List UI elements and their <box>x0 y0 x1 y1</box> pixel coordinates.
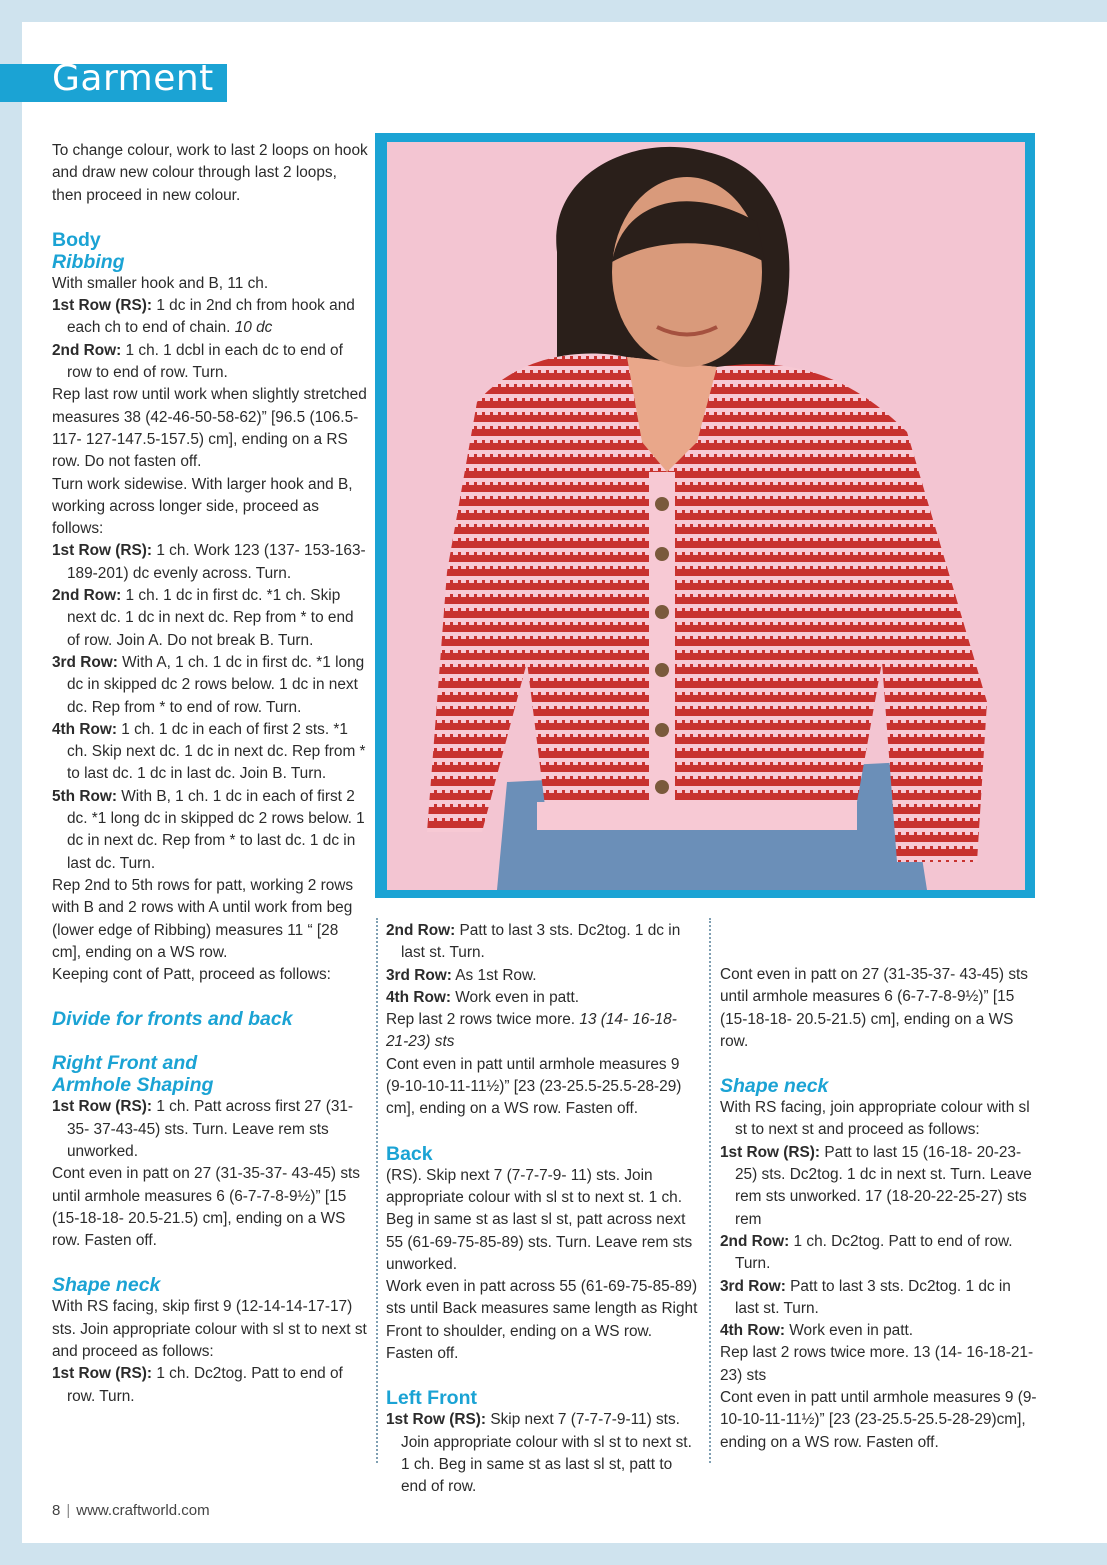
right-neck-repeat: Rep last 2 rows twice more. 13 (14- 16-18-21-23) sts <box>386 1011 677 1051</box>
left-neck-repeat: Rep last 2 rows twice more. 13 (14- 16-18-21-23) sts <box>720 1344 1034 1384</box>
right-front-cont: Cont even in patt on 27 (31-35-37- 43-45) sts until armhole measures 6 (6-7-7-8-9½)” [15 (15-18-18- 20.5-21.5) cm], ending on a WS row. Fasten off. <box>52 1165 360 1250</box>
button-6 <box>655 780 669 794</box>
ribbing-repeat: Rep last row until work when slightly stretched measures 38 (42-46-50-58-62)” [96.5 (106.5-117- 127-147.5-157.5) cm], ending on a RS row. Do not fasten off. <box>52 386 367 471</box>
left-neck-cont: Cont even in patt until armhole measures 9 (9-10-10-11-11½)” [23 (23-25.5-25.5-28-29)cm], ending on a WS row. Fasten off. <box>720 1389 1037 1451</box>
right-neck-row-3: 3rd Row: As 1st Row. <box>386 966 537 984</box>
left-neck-row-4: 4th Row: Work even in patt. <box>720 1322 914 1340</box>
website-link[interactable]: www.craftworld.com <box>76 1502 210 1519</box>
column-divider-1 <box>376 918 378 1463</box>
pattern-repeat: Rep 2nd to 5th rows for patt, working 2 rows with B and 2 rows with A until work from beg (lower edge of Ribbing) measures 11 “ [28 cm], ending on a WS row. <box>52 876 354 961</box>
left-front-cont: Cont even in patt on 27 (31-35-37- 43-45) sts until armhole measures 6 (6-7-7-8-9½)” [15 (15-18-18- 20.5-21.5) cm], ending on a WS row. <box>720 966 1028 1050</box>
body-row-3: 3rd Row: With A, 1 ch. 1 dc in first dc. *1 long dc in skipped dc 2 rows below. 1 dc in next dc. Rep from * to end of row. Turn. <box>52 653 365 716</box>
right-front-row-1: 1st Row (RS): 1 ch. Patt across first 27 (31-35- 37-43-45) sts. Turn. Leave rem sts unworked. <box>52 1098 354 1160</box>
right-neck-heading: Shape neck <box>52 1274 161 1297</box>
left-neck-row-3: 3rd Row: Patt to last 3 sts. Dc2tog. 1 dc in last st. Turn. <box>720 1277 1011 1317</box>
body-heading: Body <box>52 228 101 251</box>
page-number: 8 <box>52 1502 61 1519</box>
left-neck-row-1: 1st Row (RS): Patt to last 15 (16-18- 20-23-25) sts. Dc2tog. 1 dc in next st. Turn. Leave rem sts unworked. 17 (18-20-22-25-27) sts rem <box>720 1143 1032 1228</box>
left-neck-row-2: 2nd Row: 1 ch. Dc2tog. Patt to end of row. Turn. <box>720 1232 1013 1273</box>
column-divider-2 <box>709 918 711 1463</box>
right-front-heading-1: Right Front and <box>52 1052 198 1075</box>
right-front-heading-2: Armhole Shaping <box>52 1074 214 1097</box>
column-left <box>52 140 370 1408</box>
section-title: Garment <box>52 58 214 99</box>
ribbing-row-2: 2nd Row: 1 ch. 1 dcbl in each dc to end of row to end of row. Turn. <box>52 341 343 382</box>
button-1 <box>655 497 669 511</box>
right-neck-row-2: 2nd Row: Patt to last 3 sts. Dc2tog. 1 dc in last st. Turn. <box>386 922 681 962</box>
left-neck-intro: With RS facing, join appropriate colour with sl st to next st and proceed as follows: <box>720 1099 1030 1139</box>
model-illustration <box>387 142 1025 890</box>
left-neck-heading: Shape neck <box>720 1075 829 1098</box>
body-row-4: 4th Row: 1 ch. 1 dc in each of first 2 sts. *1 ch. Skip next dc. 1 dc in next dc. Rep from * to last dc. 1 dc in last dc. Join B. Turn. <box>52 720 366 783</box>
left-front-heading: Left Front <box>386 1387 477 1410</box>
back-text-2: Work even in patt across 55 (61-69-75-85-89) sts until Back measures same length as Right Front to shoulder, ending on a WS row. Fasten off. <box>386 1278 698 1363</box>
keep-pattern: Keeping cont of Patt, proceed as follows: <box>52 966 331 984</box>
button-2 <box>655 547 669 561</box>
left-front-row-1: 1st Row (RS): Skip next 7 (7-7-7-9-11) sts. Join appropriate colour with sl st to next st. 1 ch. Beg in same st as last sl st, patt to end of row. <box>386 1411 692 1496</box>
right-neck-intro: With RS facing, skip first 9 (12-14-14-17-17) sts. Join appropriate colour with sl st to next st and proceed as follows: <box>52 1298 367 1361</box>
column-middle <box>386 920 698 1499</box>
button-4 <box>655 663 669 677</box>
button-3 <box>655 605 669 619</box>
body-row-1: 1st Row (RS): 1 ch. Work 123 (137- 153-163-189-201) dc evenly across. Turn. <box>52 542 366 582</box>
back-text-1: (RS). Skip next 7 (7-7-7-9- 11) sts. Join appropriate colour with sl st to next st. 1 ch. Beg in same st as last sl st, patt across next 55 (61-69-75-85-89) sts. Turn. Leave rem sts unworked. <box>386 1166 693 1273</box>
back-heading: Back <box>386 1142 433 1165</box>
ribbing-intro: With smaller hook and B, 11 ch. <box>52 274 269 292</box>
ribbing-heading: Ribbing <box>52 250 125 273</box>
body-row-2: 2nd Row: 1 ch. 1 dc in first dc. *1 ch. Skip next dc. 1 dc in next dc. Rep from * to end of row. Join A. Do not break B. Turn. <box>52 587 354 649</box>
intro-text: To change colour, work to last 2 loops on hook and draw new colour through last 2 loops, then proceed in new colour. <box>52 142 368 204</box>
right-neck-row-4: 4th Row: Work even in patt. <box>386 988 580 1006</box>
right-neck-row-1: 1st Row (RS): 1 ch. Dc2tog. Patt to end of row. Turn. <box>52 1365 343 1405</box>
column-right <box>720 964 1038 1454</box>
turn-instruction: Turn work sidewise. With larger hook and B, working across longer side, proceed as follows: <box>52 475 353 538</box>
button-5 <box>655 723 669 737</box>
divide-heading: Divide for fronts and back <box>52 1008 293 1031</box>
right-neck-cont: Cont even in patt until armhole measures 9 (9-10-10-11-11½)” [23 (23-25.5-25.5-28-29) cm], ending on a WS row. Fasten off. <box>386 1055 682 1118</box>
ribbing-row-1: 1st Row (RS): 1 dc in 2nd ch from hook and each ch to end of chain. 10 dc <box>52 297 355 337</box>
model-photo <box>387 142 1025 890</box>
page-footer: 8 | www.craftworld.com <box>52 1502 210 1519</box>
body-row-5: 5th Row: With B, 1 ch. 1 dc in each of first 2 dc. *1 long dc in skipped dc 2 rows below. 1 dc in next dc. Rep from * to last dc. 1 dc in last dc. Turn. <box>52 787 365 872</box>
